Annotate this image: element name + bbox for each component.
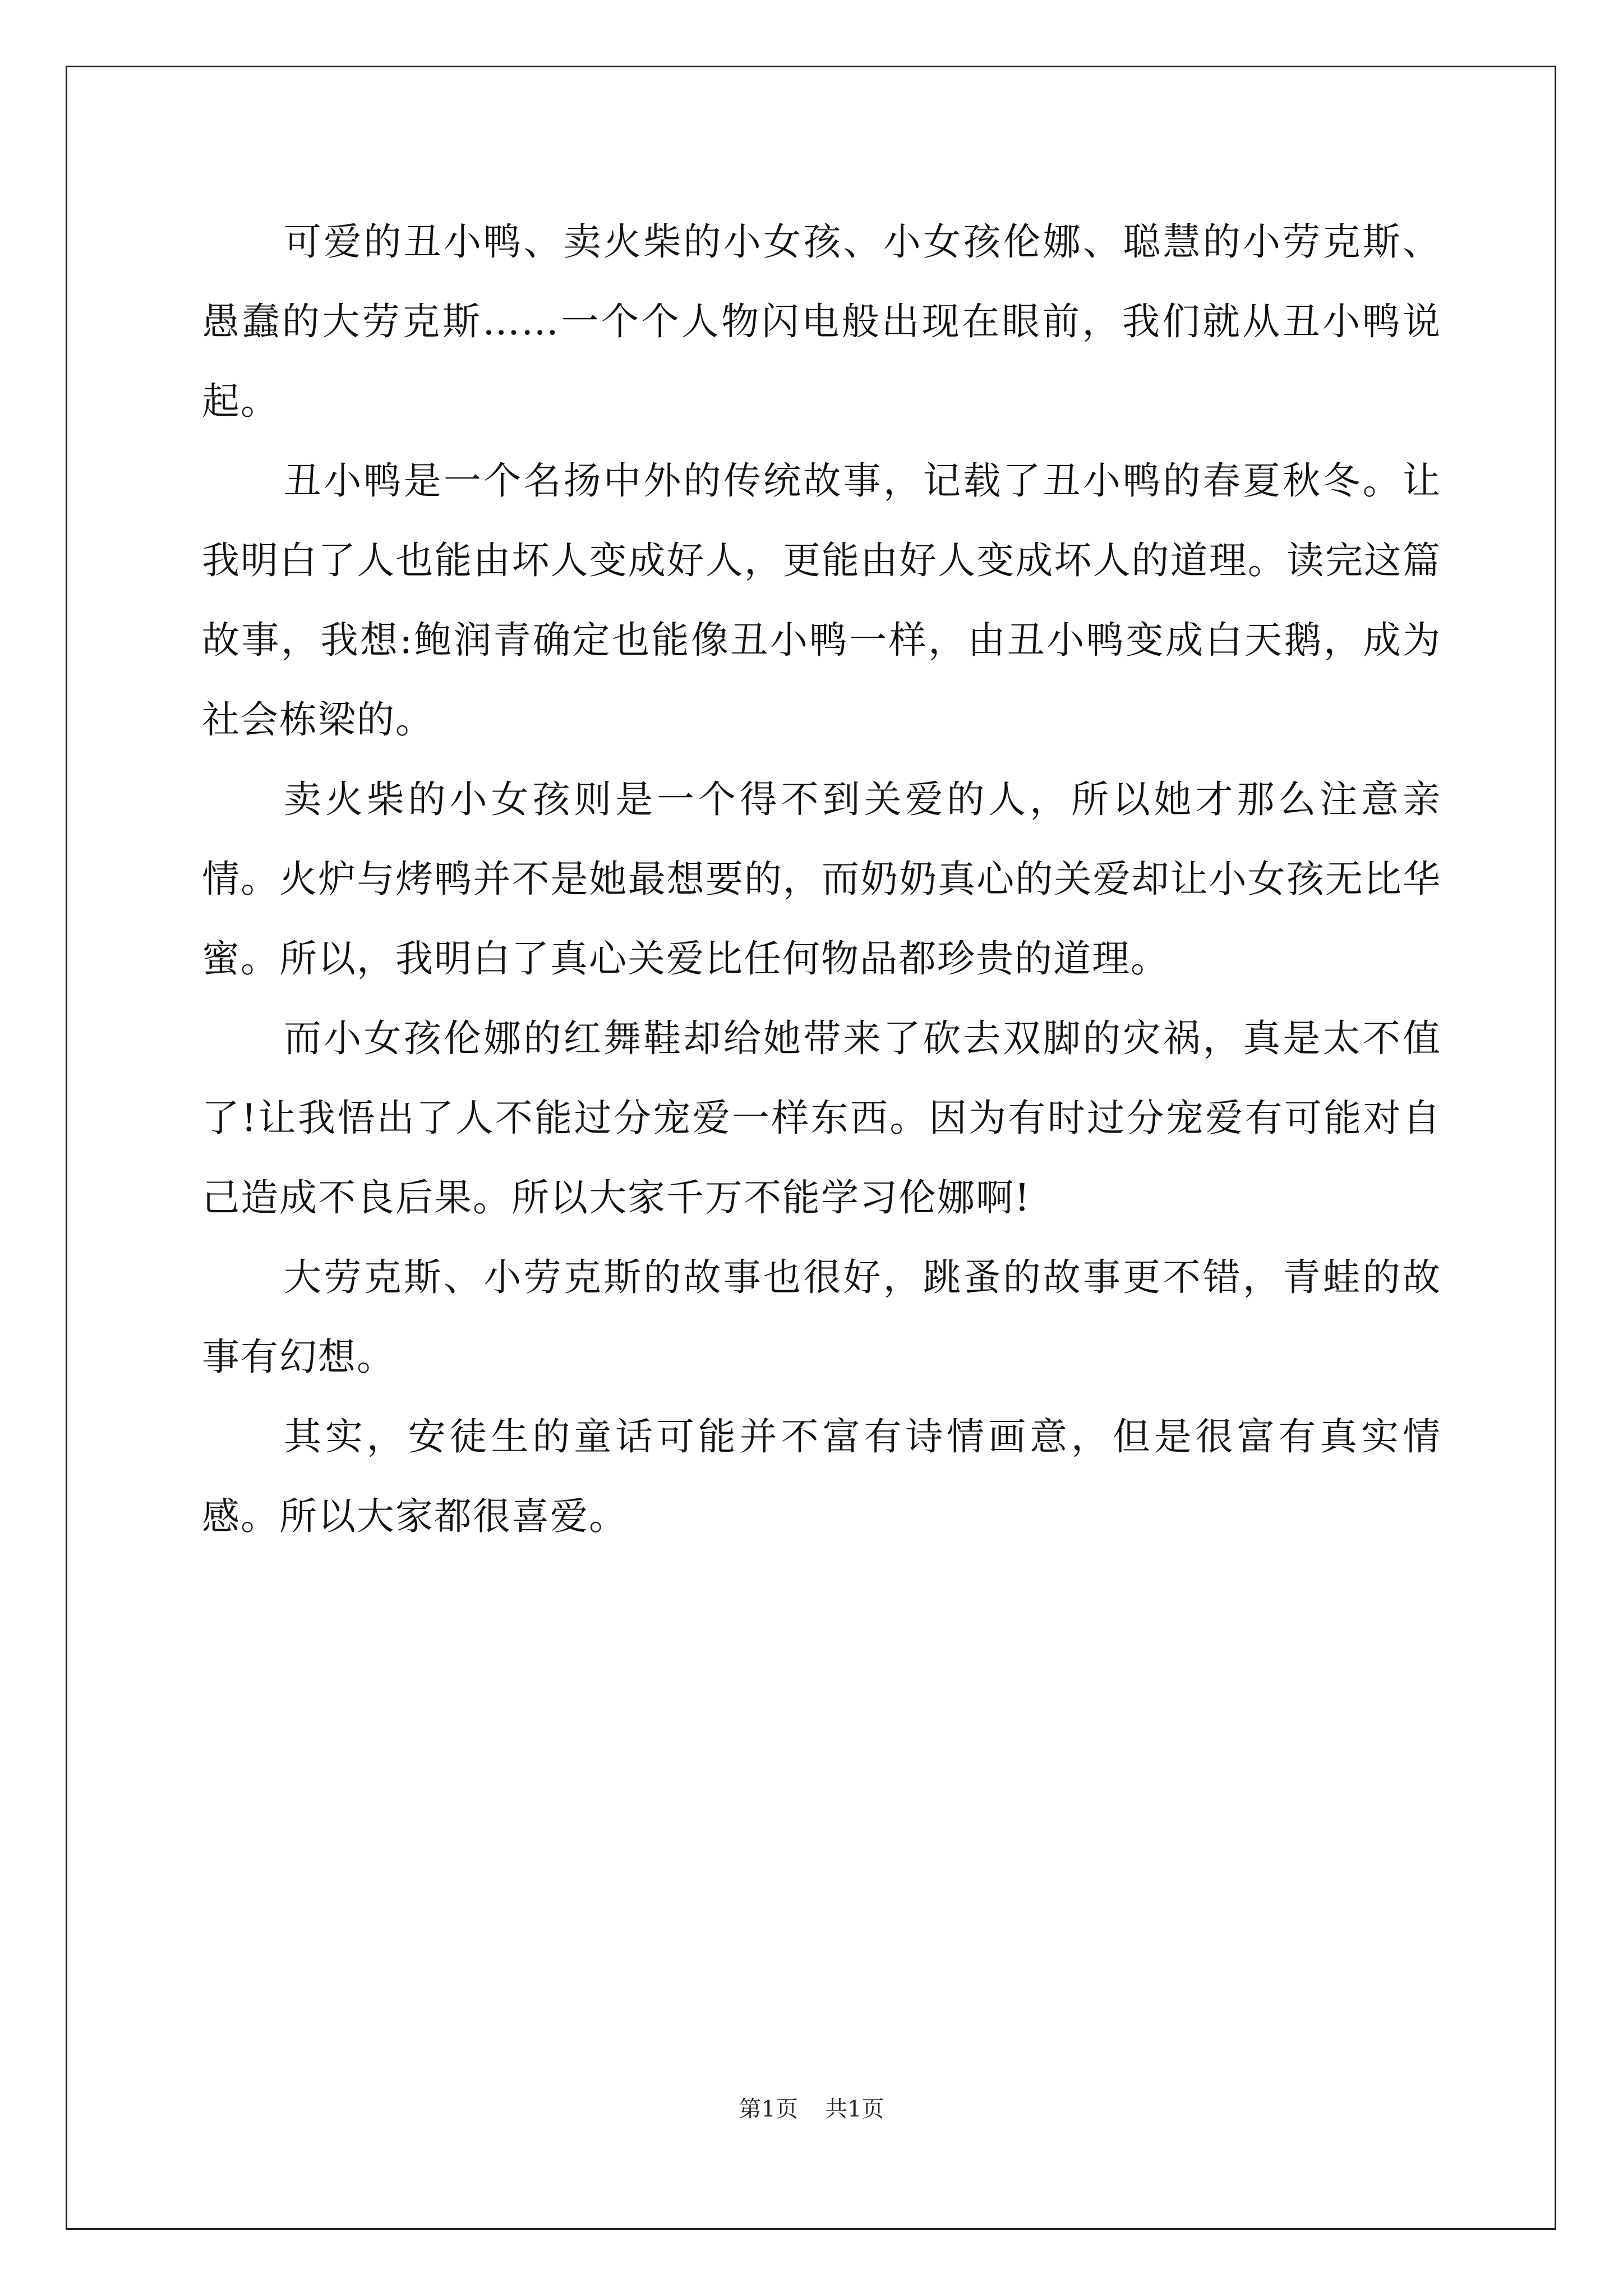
- page-number: 第1页: [739, 2096, 798, 2122]
- page-total: 共1页: [825, 2096, 884, 2122]
- paragraph-3: 卖火柴的小女孩则是一个得不到关爱的人，所以她才那么注意亲情。火炉与烤鸭并不是她最想要的，而奶奶真心的关爱却让小女孩无比华蜜。所以，我明白了真心关爱比任何物品都珍贵的道理。: [202, 777, 1441, 981]
- paragraph-2: 丑小鸭是一个名扬中外的传统故事，记载了丑小鸭的春夏秋冬。让我明白了人也能由坏人变成好人，更能由好人变成坏人的道理。读完这篇故事，我想:鲍润青确定也能像丑小鸭一样，由丑小鸭变成白天鹅，成为社会栋梁的。: [202, 459, 1441, 742]
- paragraph-4: 而小女孩伦娜的红舞鞋却给她带来了砍去双脚的灾祸，真是太不值了!让我悟出了人不能过分宠爱一样东西。因为有时过分宠爱有可能对自己造成不良后果。所以大家千万不能学习伦娜啊!: [202, 1016, 1441, 1220]
- paragraph-1: 可爱的丑小鸭、卖火柴的小女孩、小女孩伦娜、聪慧的小劳克斯、愚蠢的大劳克斯……一个个人物闪电般出现在眼前，我们就从丑小鸭说起。: [202, 220, 1441, 423]
- paragraph-5: 大劳克斯、小劳克斯的故事也很好，跳蚤的故事更不错，青蛙的故事有幻想。: [202, 1255, 1441, 1379]
- document-body: [202, 202, 1441, 1556]
- paragraph-6: 其实，安徒生的童话可能并不富有诗情画意，但是很富有真实情感。所以大家都很喜爱。: [202, 1415, 1441, 1538]
- page-footer: [0, 2091, 1623, 2123]
